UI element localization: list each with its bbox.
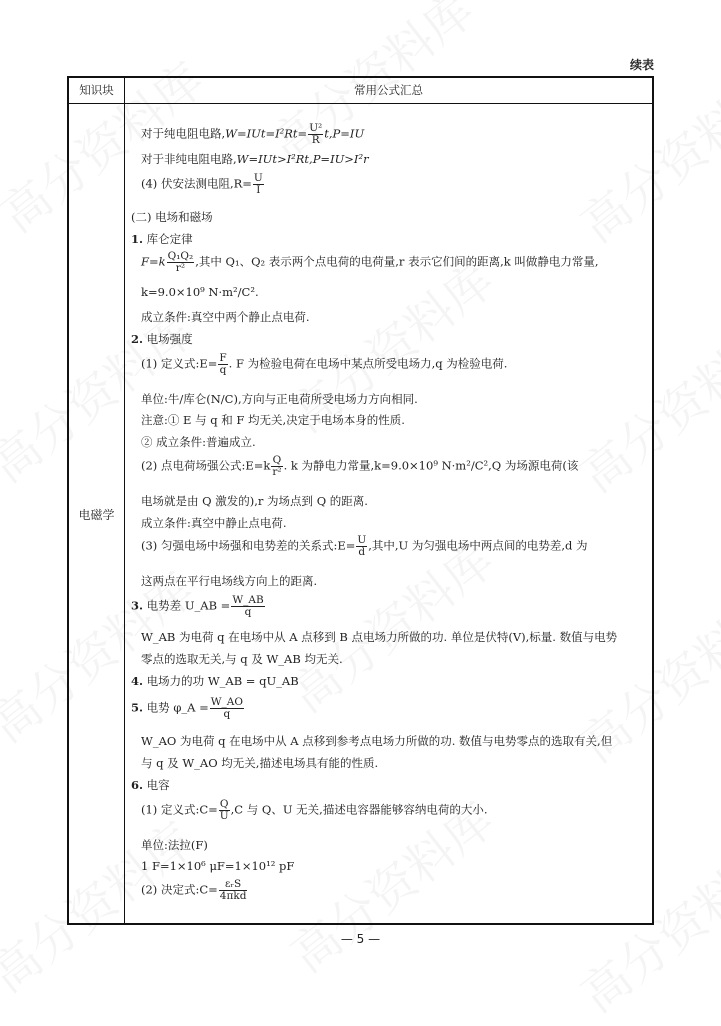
- pure-resistance-line: 对于纯电阻电路,W=IUt=I²Rt= $\frac{\text{U²}}{R}$ t,P=IU: [141, 122, 365, 146]
- formula-table: [67, 76, 654, 925]
- nonpure-resistance-line: 对于非纯电阻电路,W=IUt>I²Rt,P=IU>I²r: [141, 152, 369, 166]
- table-header-row: [69, 78, 652, 104]
- item-5-title: 5. 电势 φ_A = $\frac{W\_AO}{q}$: [131, 696, 243, 720]
- item-6-title: 6. 电容: [131, 778, 170, 792]
- capacitance-definition-line: (1) 定义式:C= $\frac{Q}{U}$ ,C 与 Q、U 无关,描述电容器能够容纳电荷的大小.: [141, 798, 488, 822]
- item-4-title: 4. 电场力的功 W_AB = qU_AB: [131, 674, 299, 688]
- coulomb-constant: k=9.0×10⁹ N·m²/C².: [141, 285, 259, 299]
- potential-diff-text-1: W_AB 为电荷 q 在电场中从 A 点移到 B 点电场力所做的功. 单位是伏特(V),标量. 数值与电势: [141, 630, 618, 644]
- header-formula-summary: 常用公式汇总: [354, 83, 423, 97]
- fraction: $\frac{U}{I}$: [253, 172, 263, 196]
- potential-text-1: W_AO 为电荷 q 在电场中从 A 点移到参考点电场力所做的功. 数值与电势零点的选取有关,但: [141, 734, 613, 748]
- field-definition-line: (1) 定义式:E= $\frac{F}{q}$ . F 为检验电荷在电场中某点所受电场力,q 为检验电荷.: [141, 352, 508, 376]
- point-charge-field-line: (2) 点电荷场强公式:E=k $\frac{Q}{\text{r²}}$ . k 为静电力常量,k=9.0×10⁹ N·m²/C²,Q 为场源电荷(该: [141, 454, 579, 478]
- fraction: $\frac{\text{εᵣS}}{\text{4πkd}}$: [219, 878, 247, 902]
- fraction: $\frac{Q}{\text{r²}}$: [272, 454, 282, 478]
- potential-diff-text-2: 零点的选取无关,与 q 及 W_AB 均无关.: [141, 652, 343, 666]
- voltammetry-line: (4) 伏安法测电阻,R= $\frac{U}{I}$: [141, 172, 263, 196]
- potential-text-2: 与 q 及 W_AO 均无关,描述电场具有能的性质.: [141, 756, 379, 770]
- page-number: — 5 —: [340, 932, 381, 946]
- field-note-1: 注意:① E 与 q 和 F 均无关,决定于电场本身的性质.: [141, 413, 405, 427]
- item-1-title: 1. 库仑定律: [131, 232, 193, 246]
- fraction: $\frac{\text{Q₁Q₂}}{\text{r²}}$: [167, 250, 194, 274]
- section-title-fields: (二) 电场和磁场: [131, 210, 213, 224]
- category-label: 电磁学: [78, 508, 115, 522]
- point-charge-condition: 成立条件:真空中静止点电荷.: [141, 516, 287, 530]
- field-unit-line: 单位:牛/库仑(N/C),方向与正电荷所受电场力方向相同.: [141, 392, 418, 406]
- uniform-field-line: (3) 匀强电场中场强和电势差的关系式:E= $\frac{U}{d}$ ,其中,U 为匀强电场中两点间的电势差,d 为: [141, 534, 588, 558]
- uniform-field-line-2: 这两点在平行电场线方向上的距离.: [141, 574, 318, 588]
- field-note-2: ② 成立条件:普遍成立.: [141, 435, 256, 449]
- fraction: $\frac{F}{q}$: [219, 352, 227, 376]
- fraction: $\frac{W\_AO}{q}$: [210, 696, 243, 720]
- fraction: $\frac{\text{U²}}{R}$: [309, 122, 323, 146]
- item-2-title: 2. 电场强度: [131, 332, 193, 346]
- fraction: $\frac{W\_AB}{q}$: [232, 594, 264, 618]
- capacitance-unit: 单位:法拉(F): [141, 838, 208, 852]
- item-3-title: 3. 电势差 U_AB = $\frac{W\_AB}{q}$: [131, 594, 264, 618]
- capacitance-determining-line: (2) 决定式:C= $\frac{\text{εᵣS}}{\text{4πkd}}$: [141, 878, 247, 902]
- fraction: $\frac{U}{d}$: [357, 534, 367, 558]
- capacitance-conversion: 1 F=1×10⁶ μF=1×10¹² pF: [141, 859, 295, 873]
- coulomb-condition: 成立条件:真空中两个静止点电荷.: [141, 310, 310, 324]
- fraction: $\frac{Q}{U}$: [219, 798, 229, 822]
- point-charge-field-line-2: 电场就是由 Q 激发的),r 为场点到 Q 的距离.: [141, 494, 368, 508]
- continued-label: 续表: [629, 58, 654, 72]
- header-knowledge-block: 知识块: [79, 83, 114, 97]
- coulomb-formula-line: F=k $\frac{\text{Q₁Q₂}}{\text{r²}}$ ,其中 Q₁、Q₂ 表示两个点电荷的电荷量,r 表示它们间的距离,k 叫做静电力常量,: [141, 250, 599, 274]
- column-divider: [124, 78, 125, 923]
